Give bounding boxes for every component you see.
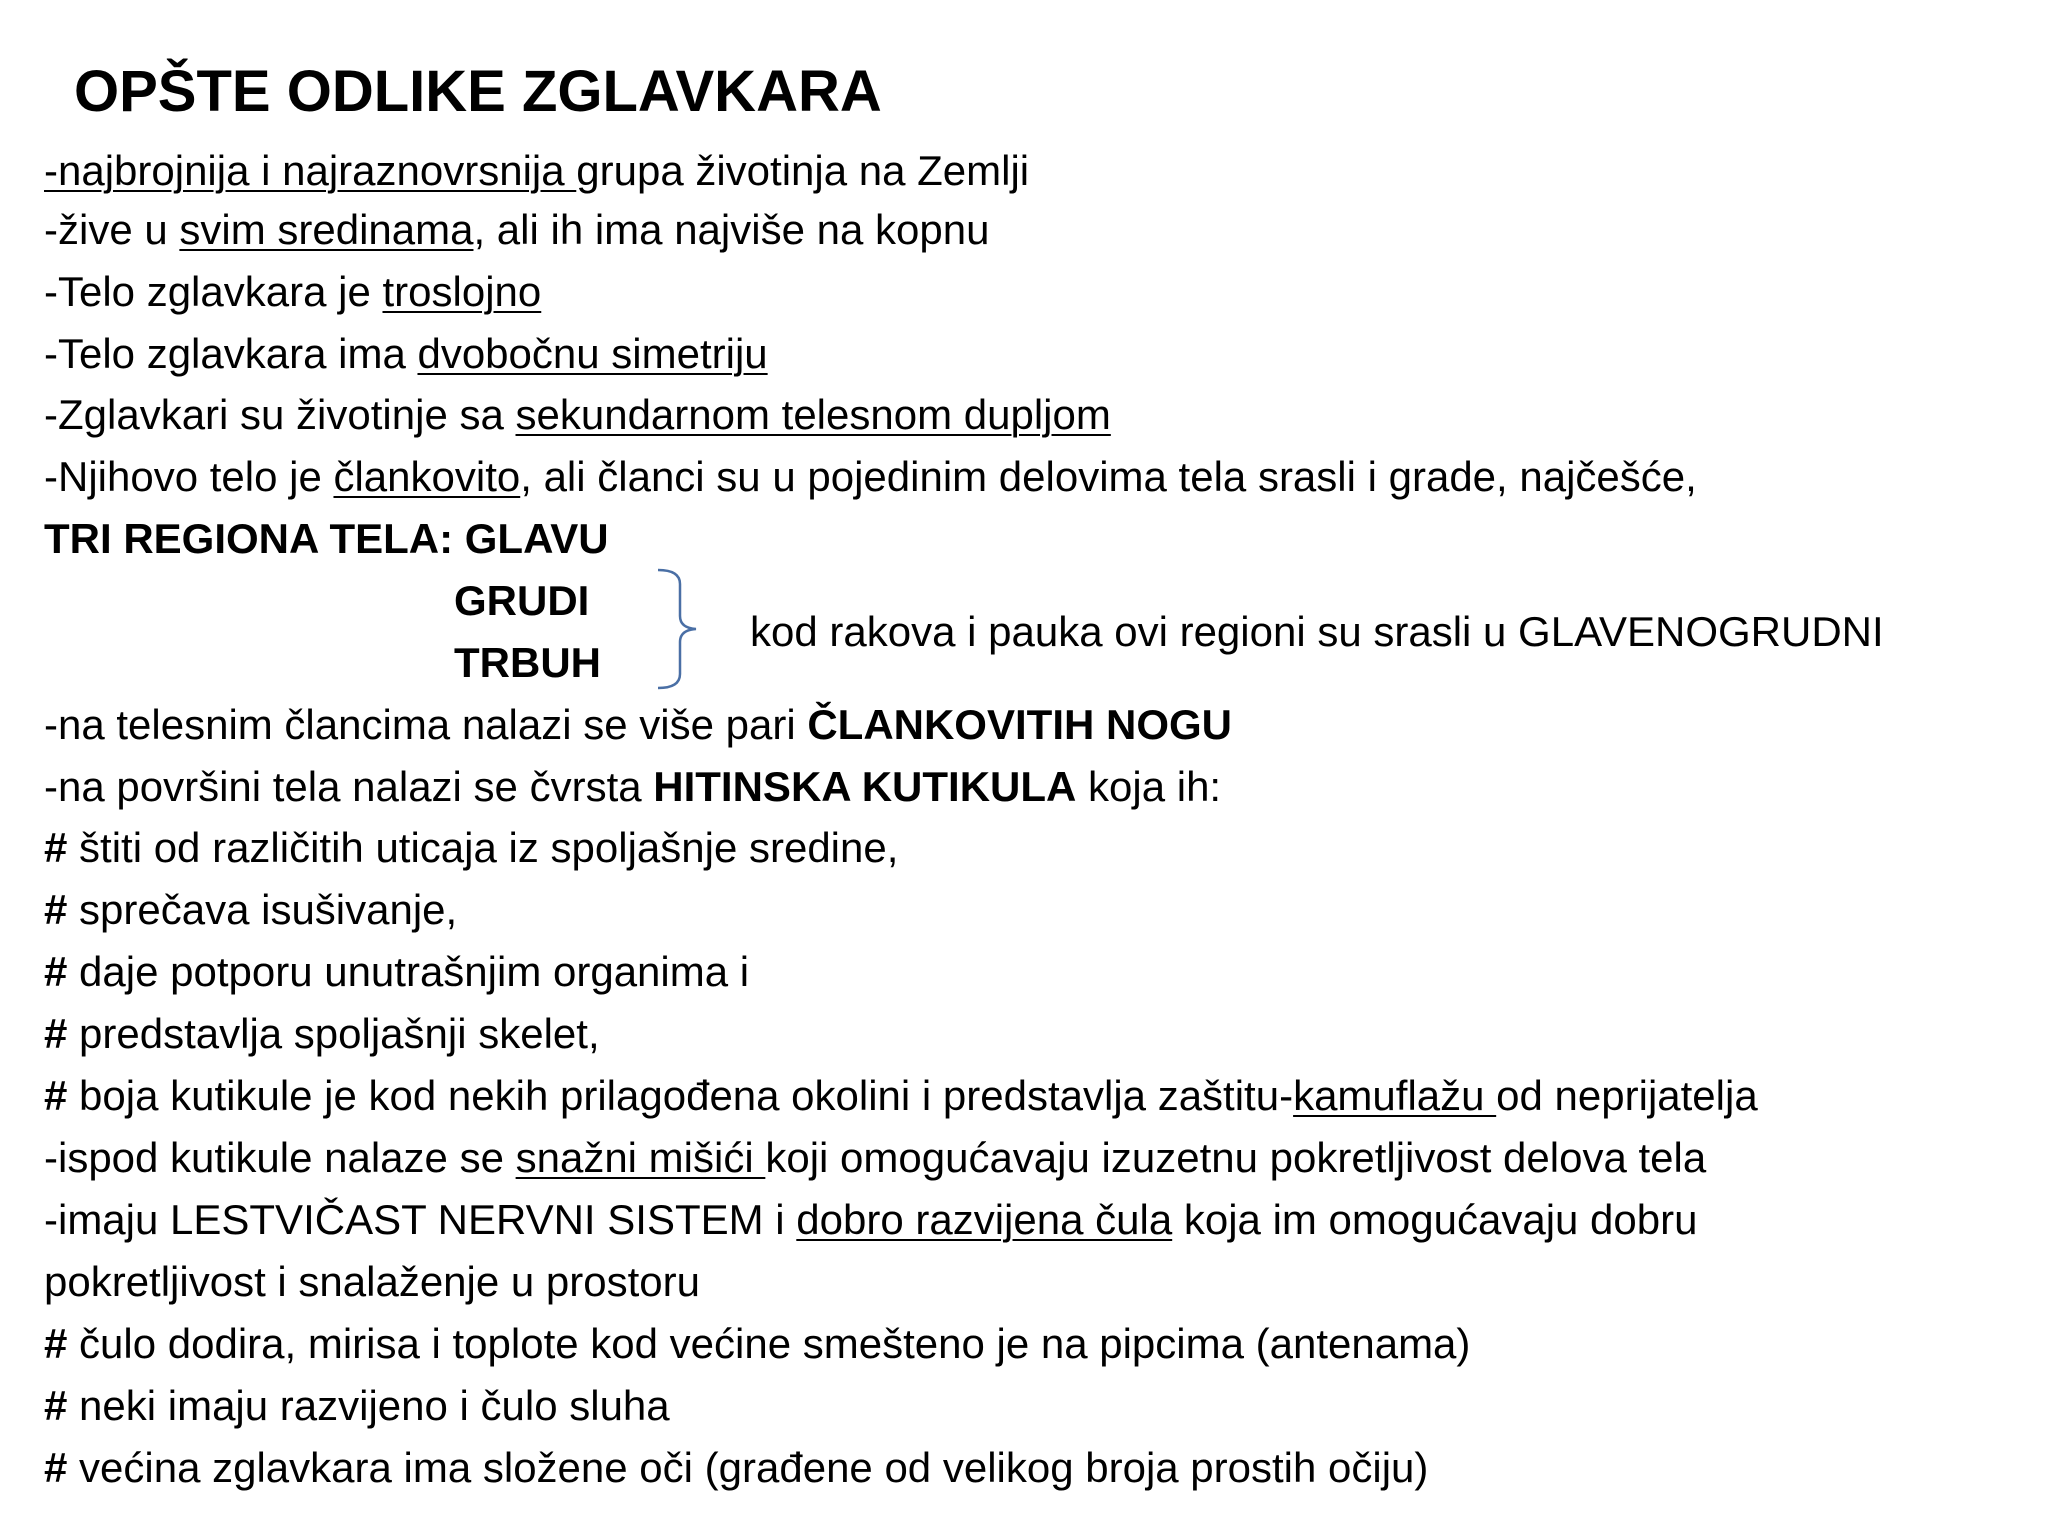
underlined-phrase: svim sredinama <box>179 206 474 253</box>
hash-bullet: # <box>44 1010 68 1057</box>
text-segment: čulo dodira, mirisa i toplote kod većine smešteno je na pipcima (antenama) <box>67 1320 1471 1367</box>
text-line-4 <box>44 326 768 382</box>
page-title: OPŠTE ODLIKE ZGLAVKARA <box>74 59 882 124</box>
underlined-phrase: kamuflažu <box>1293 1072 1497 1119</box>
text-segment: od neprijatelja <box>1496 1072 1758 1119</box>
text-line-16 <box>44 1192 1697 1248</box>
text-segment: -imaju LESTVIČAST NERVNI SISTEM i <box>44 1196 797 1243</box>
bullet-line-8 <box>44 1440 1428 1496</box>
text-segment: većina zglavkara ima složene oči (građene od velikog broja prostih očiju) <box>67 1444 1429 1491</box>
text-segment: -Telo zglavkara ima <box>44 330 418 377</box>
text-segment: -žive u <box>44 206 180 253</box>
text-segment: , ali ih ima najviše na kopnu <box>473 206 990 253</box>
text-segment: boja kutikule je kod nekih prilagođena okolini i predstavlja zaštitu- <box>67 1072 1294 1119</box>
text-line-17: pokretljivost i snalaženje u prostoru <box>44 1258 701 1305</box>
region-grudi: GRUDI <box>454 577 590 624</box>
underlined-phrase: dvobočnu simetriju <box>417 330 768 377</box>
text-segment: -Telo zglavkara je <box>44 268 383 315</box>
bullet-line-2 <box>44 882 457 938</box>
text-segment: -Njihovo telo je <box>44 453 334 500</box>
bullet-line-7 <box>44 1378 670 1434</box>
underlined-phrase: člankovito <box>333 453 521 500</box>
curly-brace-icon <box>654 566 714 692</box>
bullet-line-4 <box>44 1006 600 1062</box>
text-segment: -Zglavkari su životinje sa <box>44 391 516 438</box>
hash-bullet: # <box>44 1072 68 1119</box>
text-line-2 <box>44 202 989 258</box>
text-line-9 <box>44 759 1221 815</box>
hash-bullet: # <box>44 1320 68 1367</box>
text-segment: sprečava isušivanje, <box>67 886 458 933</box>
text-segment: -na telesnim člancima nalazi se više pari <box>44 701 808 748</box>
bullet-line-6 <box>44 1316 1470 1372</box>
underlined-phrase: -najbrojnija i najraznovrsnija <box>44 147 577 194</box>
text-line-15 <box>44 1130 1706 1186</box>
hash-bullet: # <box>44 824 68 871</box>
bullet-line-3 <box>44 944 749 1000</box>
underlined-phrase: troslojno <box>382 268 542 315</box>
hash-bullet: # <box>44 1382 68 1429</box>
text-line-5 <box>44 387 1111 443</box>
hash-bullet: # <box>44 886 68 933</box>
text-segment: daje potporu unutrašnjim organima i <box>67 948 750 995</box>
text-segment: koji omogućavaju izuzetnu pokretljivost delova tela <box>765 1134 1707 1181</box>
text-segment: neki imaju razvijeno i čulo sluha <box>67 1382 670 1429</box>
text-line-1 <box>44 143 1029 199</box>
region-trbuh: TRBUH <box>454 639 601 686</box>
region-note: kod rakova i pauka ovi regioni su srasli u GLAVENOGRUDNI <box>750 608 1884 655</box>
text-segment: predstavlja spoljašnji skelet, <box>67 1010 600 1057</box>
underlined-phrase: snažni mišići <box>515 1134 766 1181</box>
regions-heading: TRI REGIONA TELA: GLAVU <box>44 515 609 562</box>
bold-phrase: ČLANKOVITIH NOGU <box>807 701 1232 748</box>
text-segment: grupa životinja na Zemlji <box>576 147 1030 194</box>
bullet-line-1 <box>44 820 898 876</box>
bold-phrase: HITINSKA KUTIKULA <box>653 763 1077 810</box>
text-line-8 <box>44 697 1232 753</box>
text-segment: štiti od različitih uticaja iz spoljašnje sredine, <box>67 824 899 871</box>
text-segment: , ali članci su u pojedinim delovima tela srasli i grade, najčešće, <box>520 453 1697 500</box>
hash-bullet: # <box>44 948 68 995</box>
text-segment: koja im omogućavaju dobru <box>1172 1196 1698 1243</box>
text-line-3 <box>44 264 541 320</box>
underlined-phrase: dobro razvijena čula <box>796 1196 1173 1243</box>
text-segment: -na površini tela nalazi se čvrsta <box>44 763 654 810</box>
underlined-phrase: sekundarnom telesnom dupljom <box>515 391 1111 438</box>
text-segment: -ispod kutikule nalaze se <box>44 1134 516 1181</box>
bullet-line-5 <box>44 1068 1758 1124</box>
text-line-6 <box>44 449 1697 505</box>
text-segment: koja ih: <box>1076 763 1222 810</box>
hash-bullet: # <box>44 1444 68 1491</box>
